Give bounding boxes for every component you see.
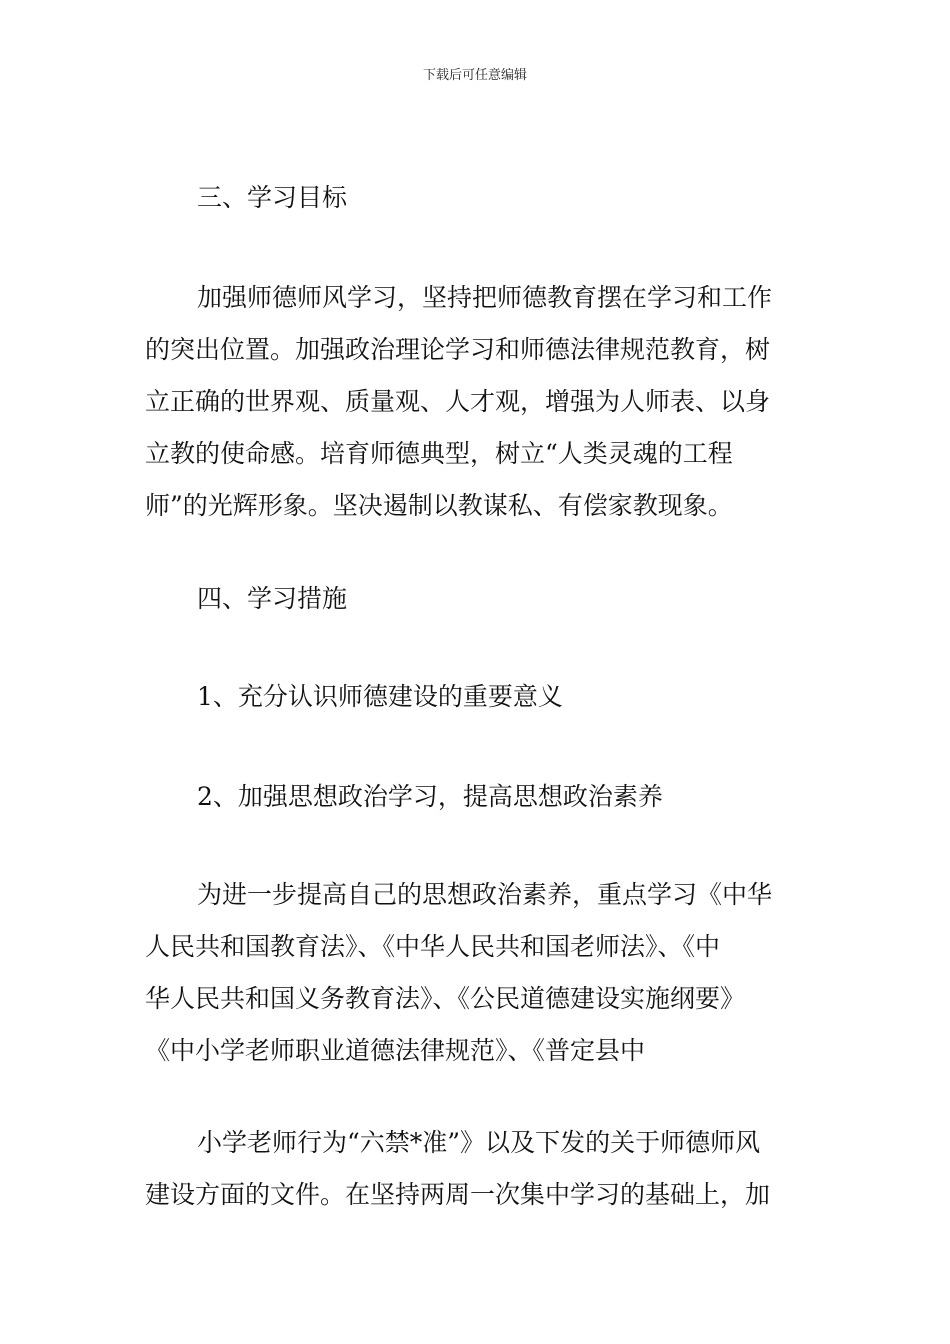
heading-text: 三、学习目标 (197, 183, 348, 212)
paragraph-line: 华人民共和国义务教育法》、《公民道德建设实施纲要》 (145, 984, 746, 1013)
paragraph-line: 人民共和国教育法》、《中华人民共和国老师法》、《中 (145, 932, 721, 961)
paragraph-goals (145, 272, 810, 532)
list-item-1 (145, 671, 810, 723)
paragraph-line: 师”的光辉形象。坚决遏制以教谋私、有偿家教现象。 (145, 491, 733, 520)
paragraph-line: 小学老师行为“六禁*准”》以及下发的关于师德师风 (197, 1128, 761, 1157)
paragraph-line: 为进一步提高自己的思想政治素养，重点学习《中华 (197, 880, 773, 909)
paragraph-line: 立教的使命感。培育师德典型，树立“人类灵魂的工程 (145, 439, 733, 468)
paragraph-line: 加强师德师风学习，坚持把师德教育摆在学习和工作 (197, 283, 773, 312)
paragraph-study (145, 869, 810, 1077)
paragraph-line: 建设方面的文件。在坚持两周一次集中学习的基础上，加 (145, 1180, 771, 1209)
paragraph-line: 《中小学老师职业道德法律规范》、《普定县中 (145, 1036, 646, 1065)
paragraph-line: 立正确的世界观、质量观、人才观，增强为人师表、以身 (145, 387, 771, 416)
section-heading-goals (145, 172, 810, 224)
heading-text: 四、学习措施 (197, 584, 348, 613)
list-item-text: 2、加强思想政治学习，提高思想政治素养 (197, 782, 663, 811)
list-item-2 (145, 771, 810, 823)
section-heading-measures (145, 573, 810, 625)
paragraph-continuation (145, 1117, 810, 1221)
list-item-text: 1、充分认识师德建设的重要意义 (197, 682, 563, 711)
paragraph-line: 的突出位置。加强政治理论学习和师德法律规范教育，树 (145, 335, 771, 364)
page-header-note: 下载后可任意编辑 (422, 68, 527, 83)
